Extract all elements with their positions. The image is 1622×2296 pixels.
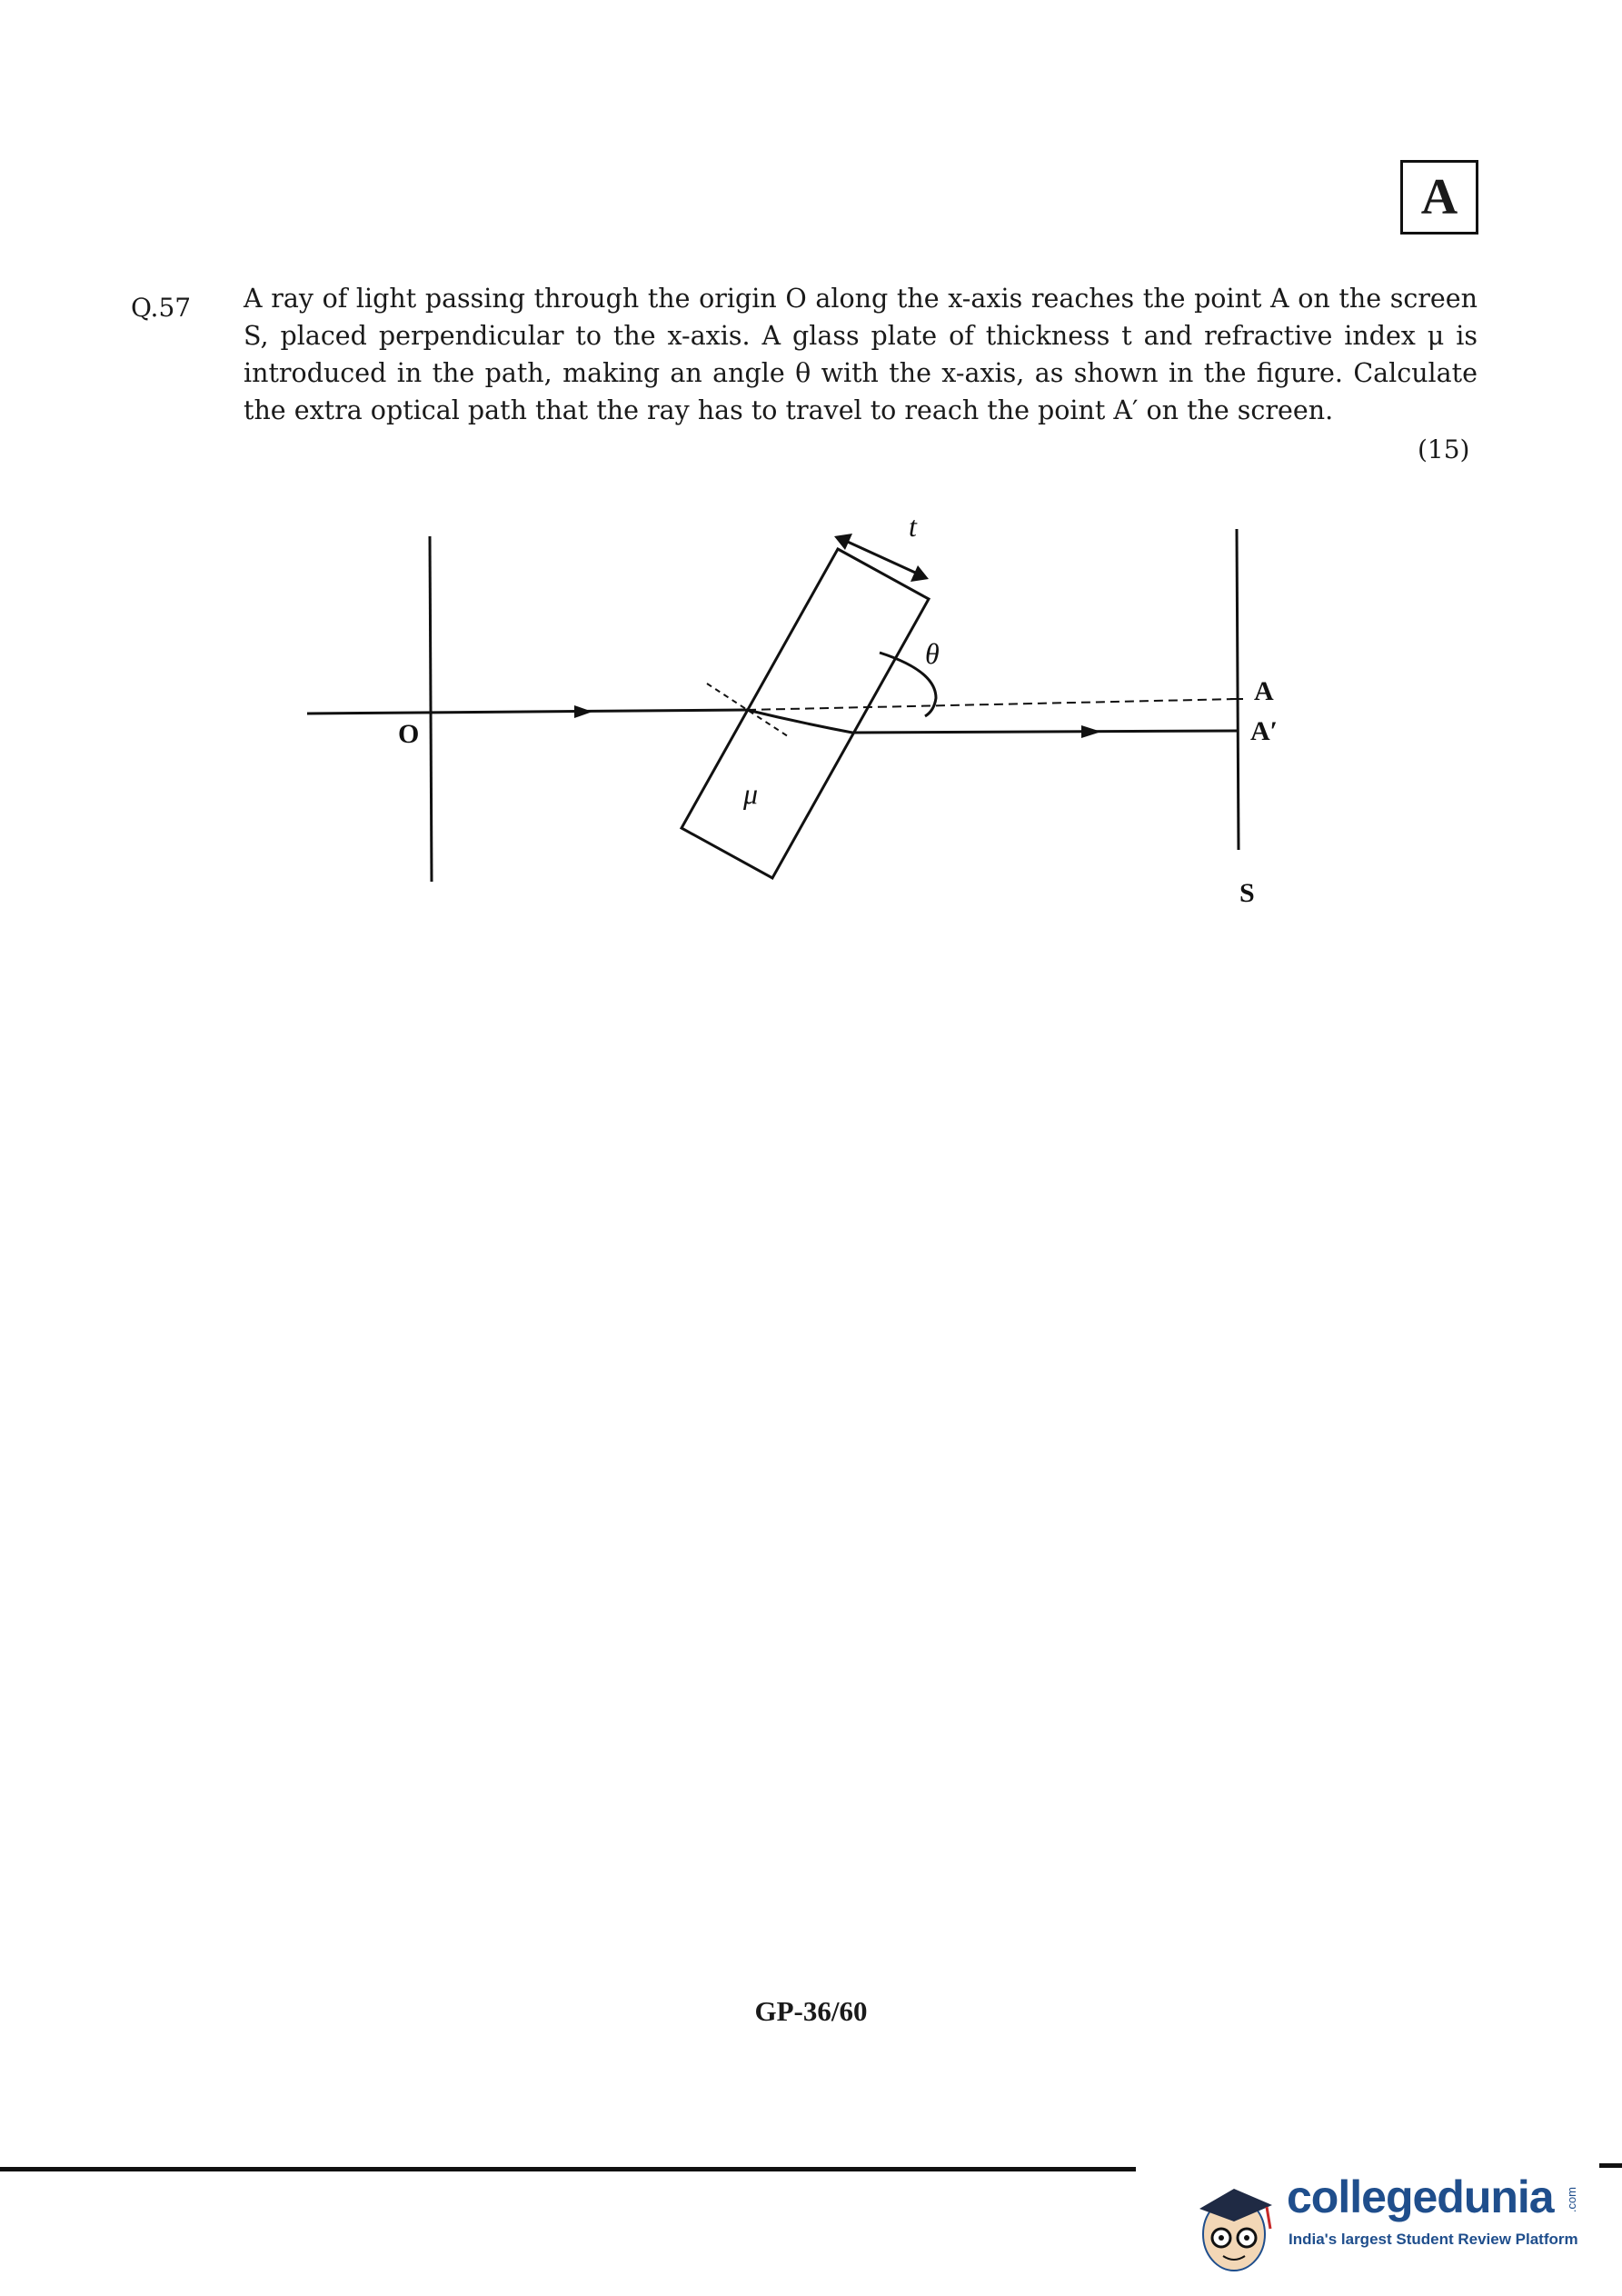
screen-line bbox=[1237, 529, 1239, 850]
thickness-label: t bbox=[909, 510, 917, 543]
y-axis-line bbox=[430, 536, 432, 882]
emergent-arrowhead bbox=[1081, 725, 1101, 738]
emergent-ray bbox=[852, 731, 1237, 733]
question-marks: (15) bbox=[1418, 434, 1470, 464]
page-code: GP-36/60 bbox=[754, 1995, 868, 2027]
refracted-ray bbox=[747, 710, 852, 733]
point-a-prime-label: A′ bbox=[1250, 716, 1279, 746]
thickness-arrowhead-right bbox=[911, 565, 929, 582]
mascot-logo-icon bbox=[1187, 2154, 1282, 2281]
screen-label: S bbox=[1239, 878, 1255, 908]
incident-arrowhead bbox=[574, 705, 592, 718]
glass-plate bbox=[682, 549, 929, 878]
brand-footer bbox=[1181, 2154, 1608, 2281]
brand-suffix: .com bbox=[1565, 2187, 1578, 2213]
origin-label: O bbox=[398, 719, 420, 749]
bottom-divider bbox=[0, 2167, 1136, 2171]
brand-tagline: India's largest Student Review Platform bbox=[1289, 2231, 1578, 2248]
index-label: μ bbox=[743, 777, 759, 810]
question-set-label: A bbox=[1400, 160, 1478, 235]
angle-label: θ bbox=[925, 637, 940, 670]
point-a-label: A bbox=[1254, 676, 1274, 706]
question-number: Q.57 bbox=[131, 293, 192, 323]
optics-figure bbox=[0, 0, 1622, 954]
undeviated-path bbox=[747, 699, 1237, 710]
incident-ray bbox=[307, 710, 747, 714]
brand-name: collegedunia bbox=[1287, 2171, 1554, 2222]
question-body: A ray of light passing through the origin O along the x-axis reaches the point A on the screen S, placed perpendicular to the x-axis. A glass plate of thickness t and refractive index μ is introduced in the path, making an angle θ with the x-axis, as shown in the figure. Calculate the extra optical path that the ray has to travel to reach the point A′ on the screen. bbox=[244, 284, 1478, 425]
